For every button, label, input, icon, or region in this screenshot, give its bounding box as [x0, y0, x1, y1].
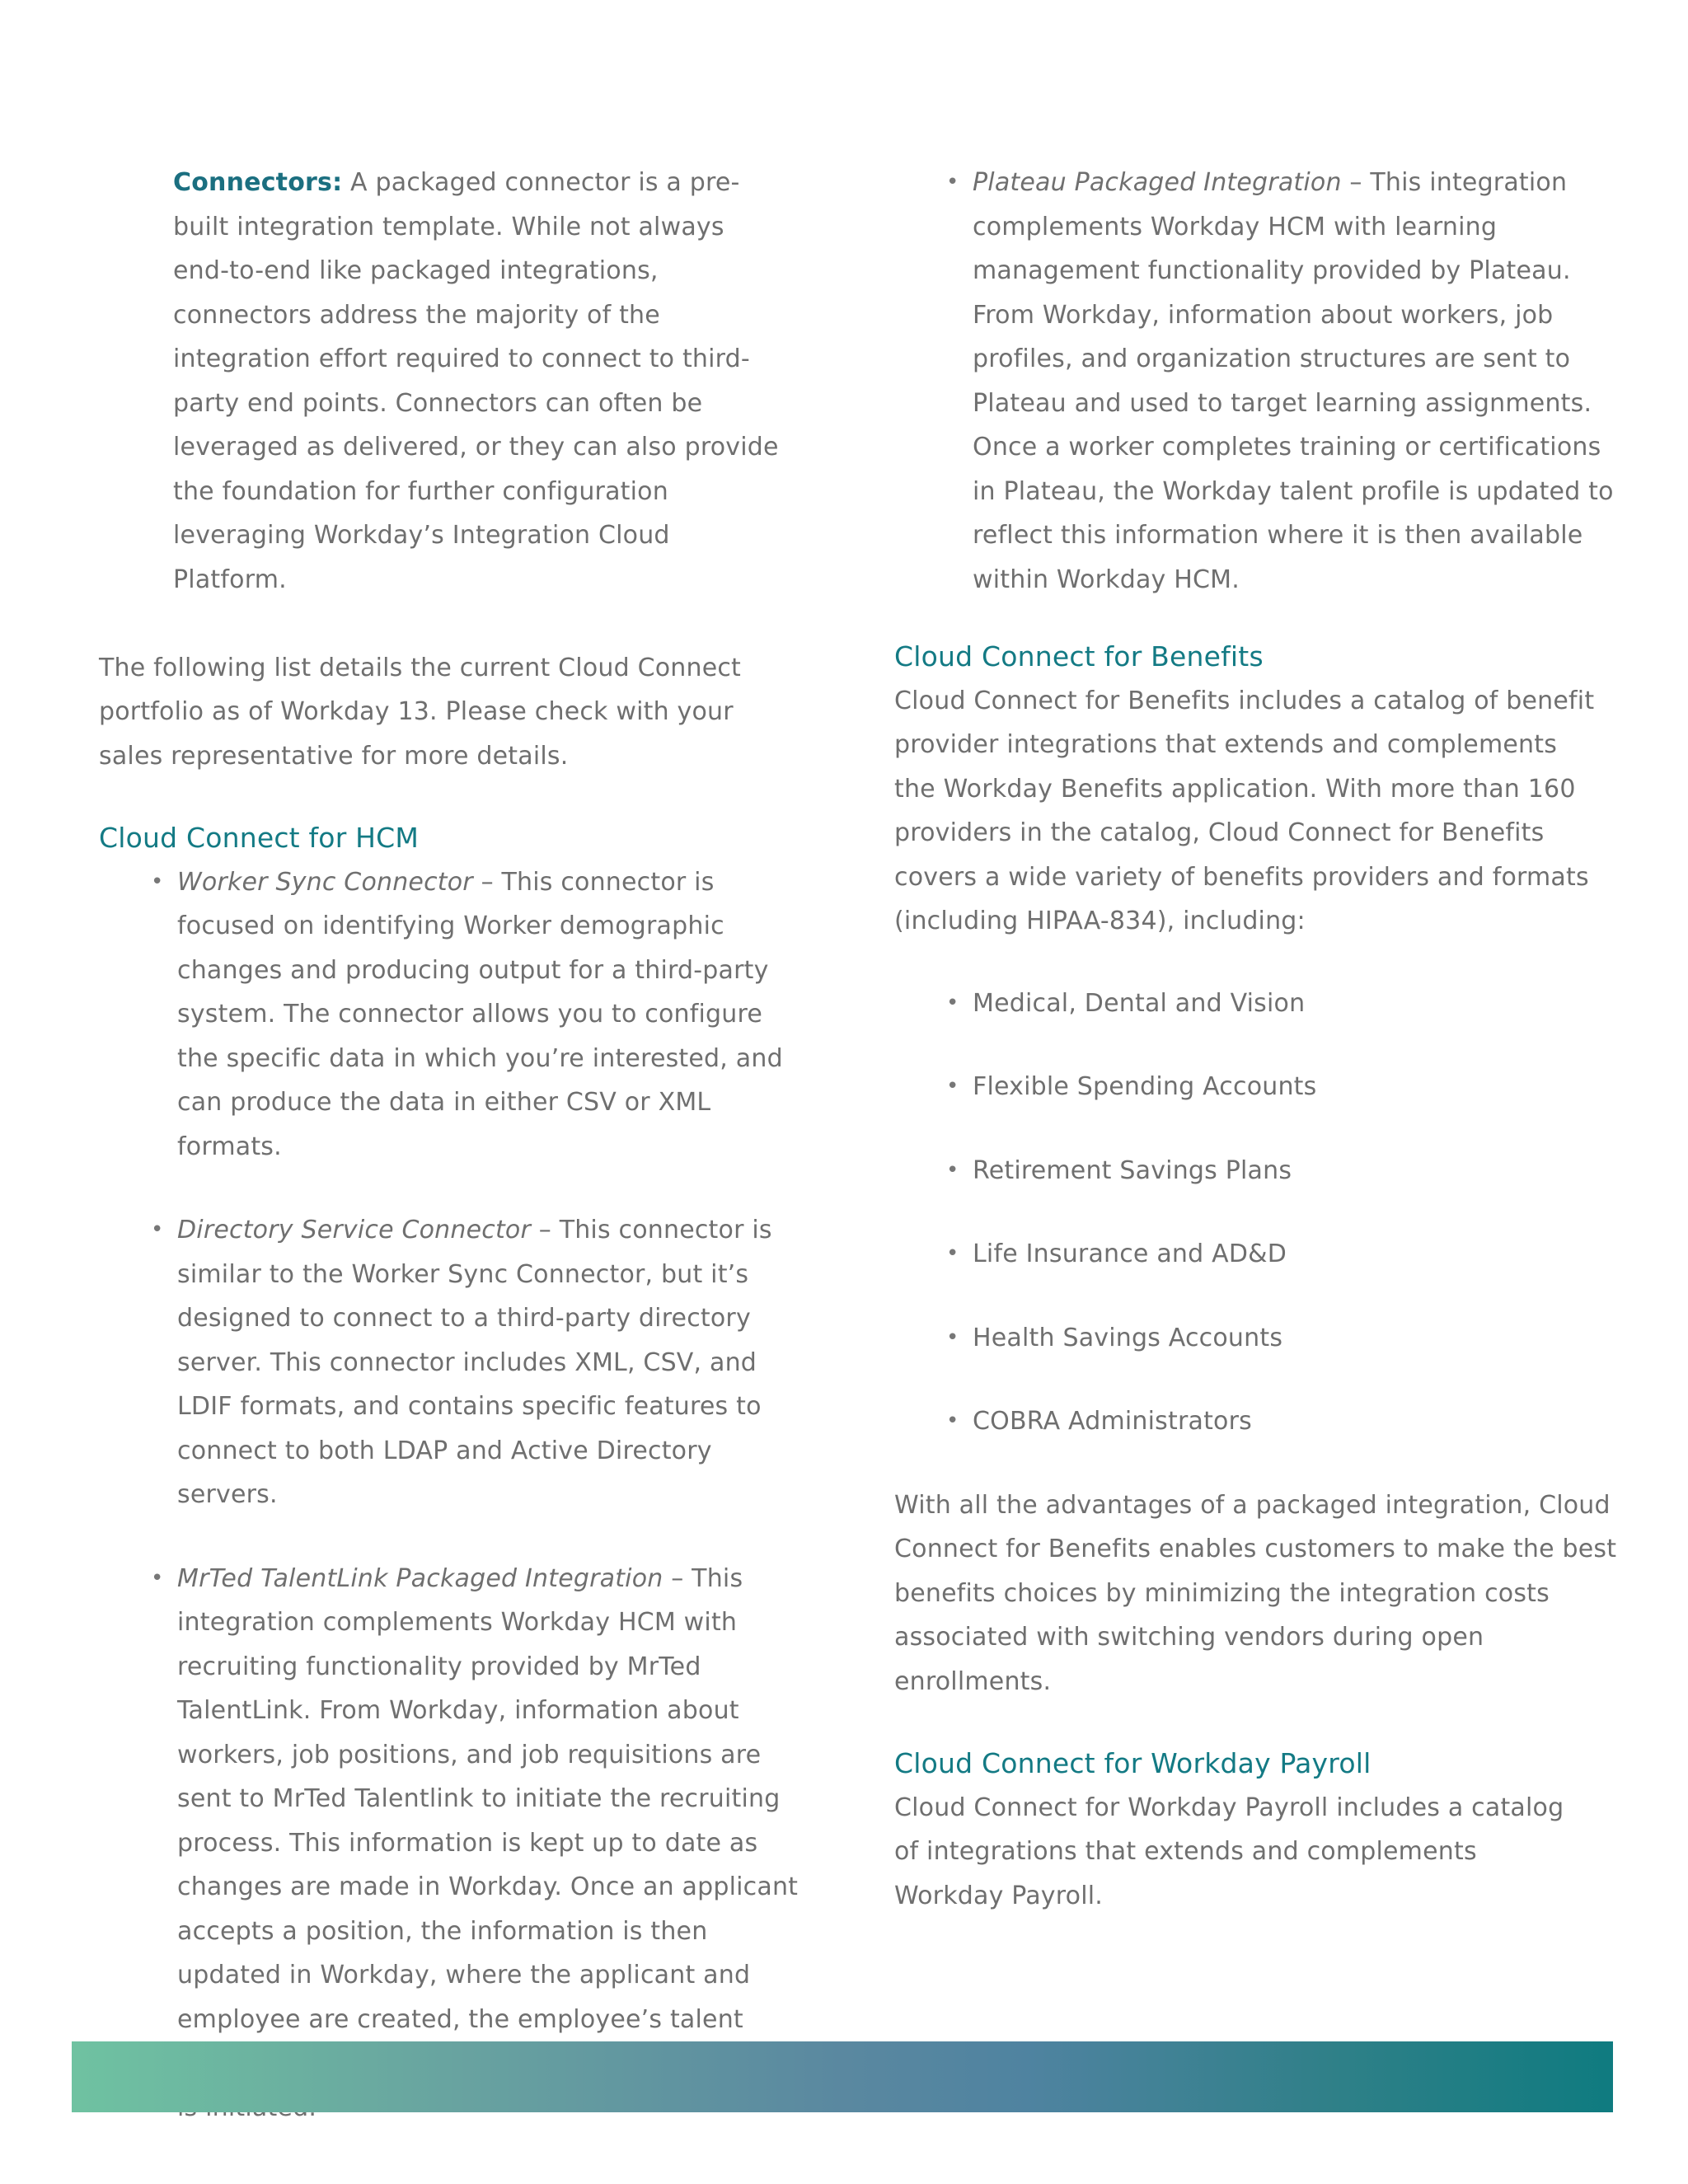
- benefits-closing: With all the advantages of a packaged integration, Cloud Connect for Benefits enables customers to make the best benefits choices by minimizing the integration costs associated with switching vendors during open enrollments.: [894, 1490, 1617, 1696]
- hcm-heading: Cloud Connect for HCM: [99, 822, 420, 854]
- list-item: • Life Insurance and AD&D: [894, 1232, 1620, 1277]
- list-item: • Medical, Dental and Vision: [894, 982, 1620, 1026]
- list-item-directory-service: [99, 1208, 804, 1517]
- list-item: • Health Savings Accounts: [894, 1316, 1620, 1361]
- benefits-heading: Cloud Connect for Benefits: [894, 640, 1264, 673]
- list-item-text: – This connector is focused on identifying Worker demographic changes and producing output for a third-party system. The connector allows you to configure the specific data in which you’re interested, and can produce the data in either CSV or XML formats.: [177, 867, 783, 1161]
- right-column: [894, 161, 1620, 1918]
- left-column: [99, 161, 816, 2130]
- list-item-text: – This connector is similar to the Worker Sync Connector, but it’s designed to connect to a third-party directory server. This connector includes XML, CSV, and LDIF formats, and contains specific features to connect to both LDAP and Active Directory servers.: [177, 1216, 772, 1509]
- list-item-plateau: [894, 161, 1620, 602]
- benefits-intro: Cloud Connect for Benefits includes a catalog of benefit provider integrations that extends and complements the Workday Benefits application. With more than 160 providers in the catalog, Cloud Connect for Benefits covers a wide variety of benefits providers and formats (including HIPAA-834), including:: [894, 686, 1595, 935]
- list-item: • Retirement Savings Plans: [894, 1149, 1620, 1193]
- list-item-title: Plateau Packaged Integration: [973, 168, 1342, 197]
- list-item: • COBRA Administrators: [894, 1399, 1620, 1444]
- hcm-list: [99, 860, 804, 2130]
- list-item-title: Directory Service Connector: [177, 1216, 532, 1244]
- benefits-list: [894, 982, 1620, 1444]
- portfolio-intro: The following list details the current Cloud Connect portfolio as of Workday 13. Please check with your sales representative for more details.: [99, 653, 742, 771]
- payroll-text: Cloud Connect for Workday Payroll includes a catalog of integrations that extends and complements Workday Payroll.: [894, 1793, 1564, 1910]
- connectors-paragraph: [173, 161, 783, 602]
- footer-gradient-band: [72, 2041, 1613, 2112]
- connectors-lead: Connectors:: [173, 168, 343, 197]
- list-item: • Flexible Spending Accounts: [894, 1065, 1620, 1109]
- list-item-worker-sync: [99, 860, 804, 1169]
- list-item-text: – This integration complements Workday HCM with recruiting functionality provided by MrTed TalentLink. From Workday, information about workers, job positions, and job requisitions are sent to MrTed Talentlink to initiate the recruiting process. This information is kept up to date as changes are made in Workday. Once an applicant accepts a position, the information is then updated in Workday, where the applicant and employee are created, the employee’s talent: [177, 1563, 799, 2034]
- connectors-text: A packaged connector is a pre-built integration template. While not always end-to-end like packaged integrations, connectors address the majority of the integration effort required to connect to third-party end points. Connectors can often be leveraged as delivered, or they can also provide the foundation for further configuration leveraging Workday’s Integration Cloud Platform.: [173, 168, 779, 594]
- list-item-title: MrTed TalentLink Packaged Integration: [177, 1563, 663, 1593]
- payroll-heading: Cloud Connect for Workday Payroll: [894, 1747, 1372, 1779]
- plateau-list: [894, 161, 1620, 602]
- list-item-title: Worker Sync Connector: [177, 867, 473, 897]
- list-item-text: – This integration complements Workday HCM with learning management functionality provided by Plateau. From Workday, information about workers, job profiles, and organization structures are sent to Plateau and used to target learning assignments. Once a worker completes training or certifications in Plateau, the Workday talent profile is updated to reflect this information where it is then available within Workday HCM.: [973, 168, 1614, 594]
